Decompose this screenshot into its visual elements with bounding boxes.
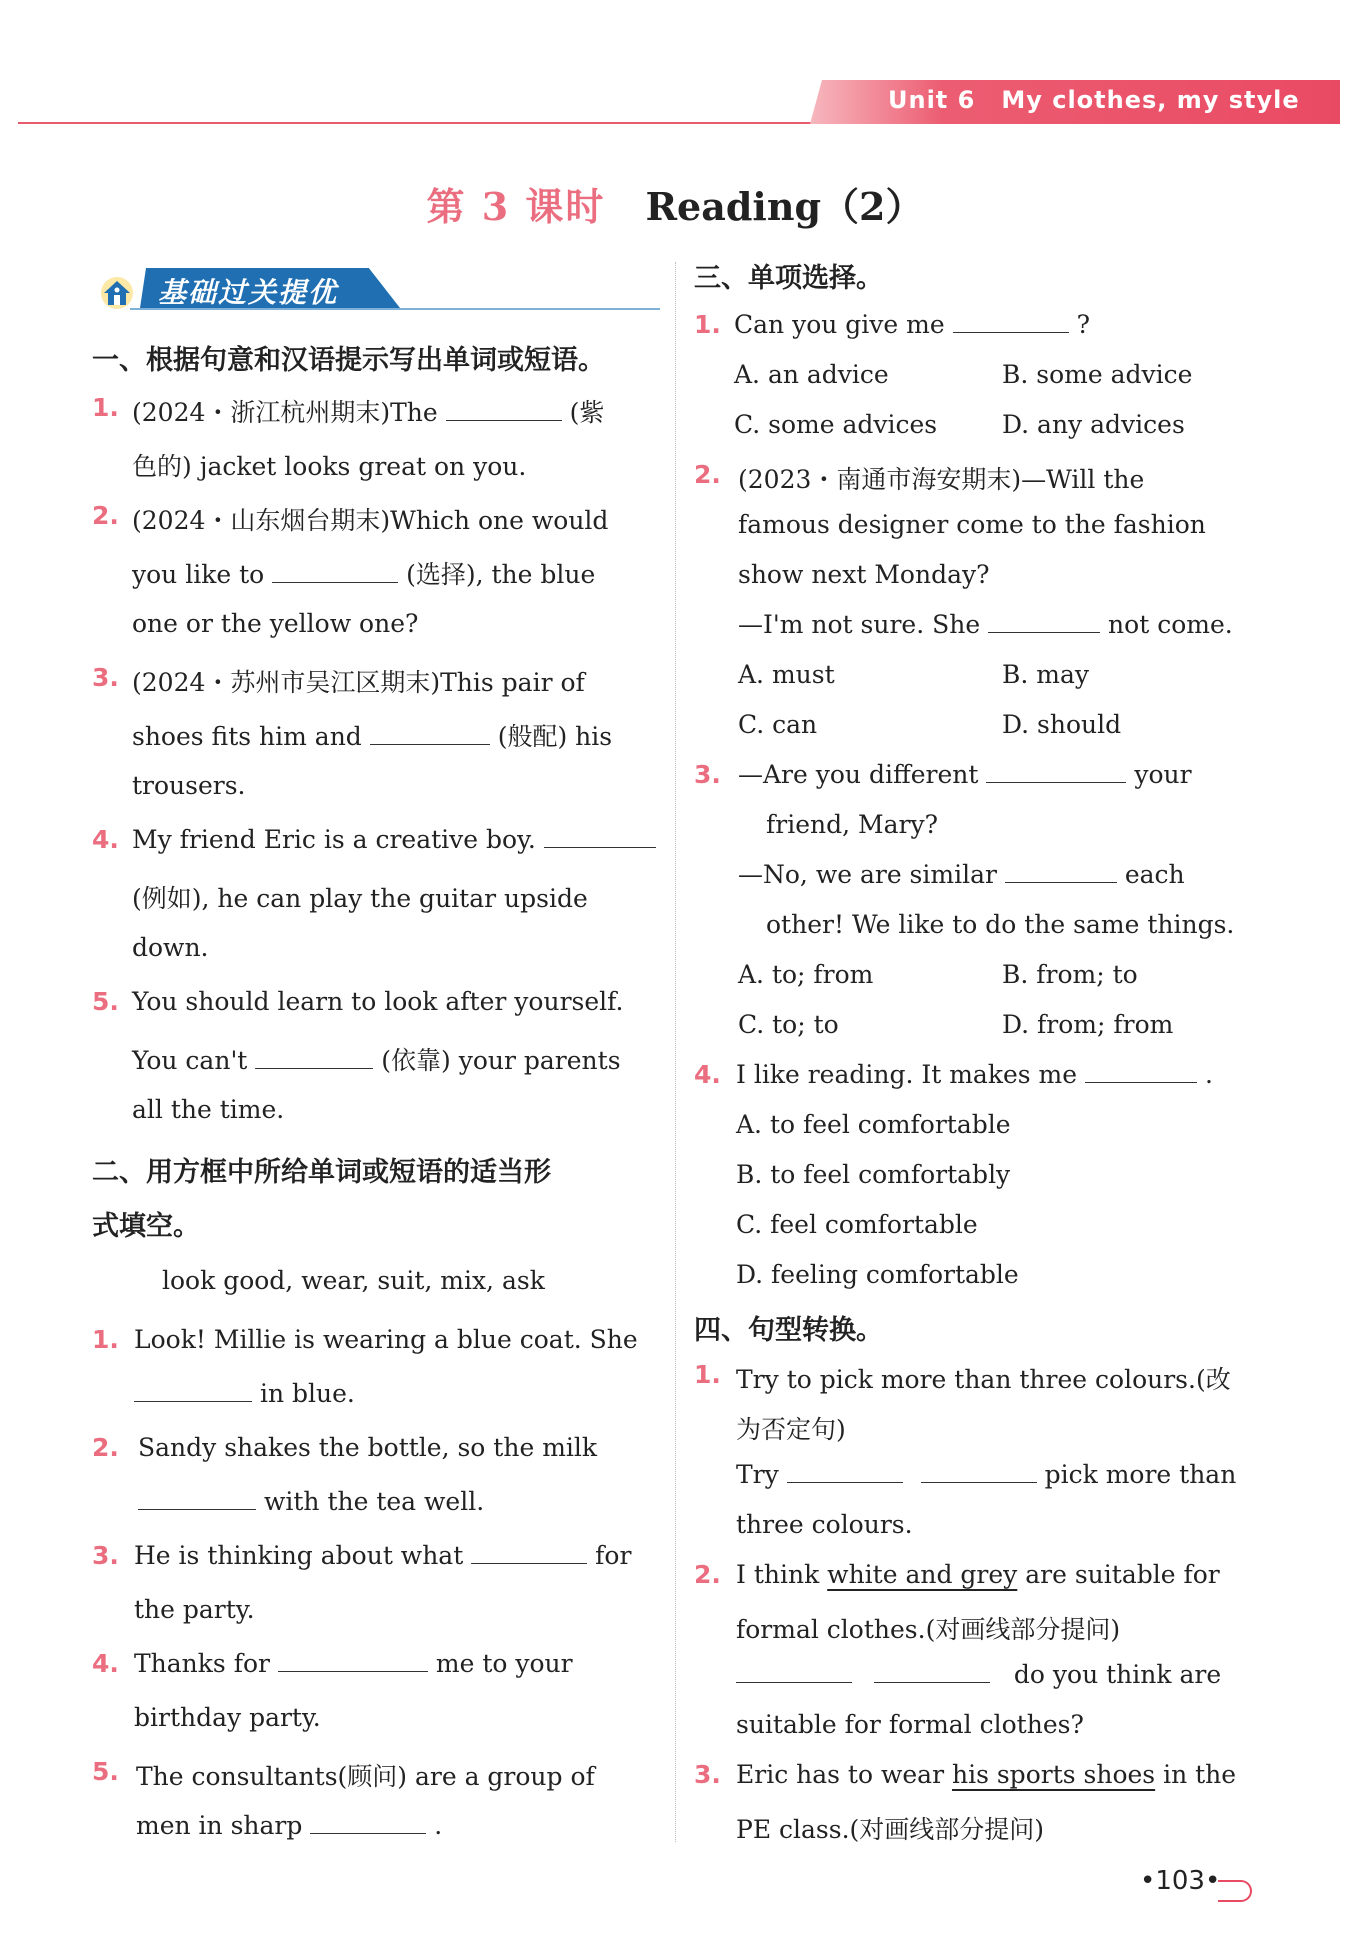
house-icon — [100, 276, 134, 310]
text-run: in the — [1163, 1760, 1237, 1789]
text-run: with the tea well. — [263, 1487, 485, 1516]
question-text: the party. — [134, 1595, 255, 1624]
question-text: three colours. — [736, 1510, 913, 1539]
question-text: trousers. — [132, 771, 246, 800]
text-run: Can you give me — [734, 310, 945, 339]
section-banner — [100, 266, 660, 314]
text-run: do you think are — [1013, 1660, 1222, 1689]
text-run: (紫 — [569, 398, 605, 427]
question-text — [738, 610, 1233, 639]
question-text — [138, 1487, 484, 1516]
unit-header — [888, 86, 1326, 114]
text-run: are suitable for — [1025, 1560, 1220, 1589]
question-text — [736, 1560, 1220, 1589]
answer-blank[interactable] — [953, 331, 1069, 333]
question-text — [736, 1460, 1236, 1489]
text-run: Try — [736, 1460, 779, 1489]
option-d[interactable]: D. feeling comfortable — [736, 1260, 1019, 1289]
unit-label: Unit 6 — [888, 86, 976, 114]
text-run: I think — [736, 1560, 820, 1589]
option-d[interactable]: D. any advices — [1002, 410, 1185, 439]
question-text: (2024・山东烟台期末)Which one would — [132, 506, 609, 535]
question-text: The consultants(顾问) are a group of — [136, 1762, 595, 1791]
text-run: —No, we are similar — [738, 860, 997, 889]
option-b[interactable]: B. to feel comfortably — [736, 1160, 1011, 1189]
question-number: 1. — [694, 1360, 721, 1389]
banner-label: 基础过关提优 — [158, 276, 339, 309]
question-text: 为否定句) — [736, 1415, 846, 1444]
answer-blank[interactable] — [736, 1681, 852, 1683]
answer-blank[interactable] — [370, 743, 490, 745]
question-text — [132, 717, 612, 753]
text-run: —Are you different — [738, 760, 979, 789]
question-text: (2024・苏州市吴江区期末)This pair of — [132, 668, 585, 697]
answer-blank[interactable] — [988, 631, 1100, 633]
question-text: (2023・南通市海安期末)—Will the — [738, 465, 1145, 494]
text-run: men in sharp — [136, 1811, 303, 1840]
question-text: suitable for formal clothes? — [736, 1710, 1084, 1739]
question-text — [132, 1041, 621, 1077]
text-run: . — [1204, 1060, 1213, 1089]
question-text: show next Monday? — [738, 560, 990, 589]
question-number: 1. — [92, 393, 119, 422]
option-c[interactable]: C. feel comfortable — [736, 1210, 978, 1239]
text-run: shoes fits him and — [132, 722, 362, 751]
page-number: •103• — [1140, 1866, 1221, 1896]
question-text — [738, 860, 1185, 889]
question-number: 2. — [694, 1560, 721, 1589]
question-number: 2. — [92, 501, 119, 530]
question-text — [736, 1660, 1221, 1689]
question-text — [734, 310, 1090, 339]
answer-blank[interactable] — [1005, 881, 1117, 883]
question-text — [132, 555, 595, 591]
text-run: (选择), the blue — [406, 560, 596, 589]
text-run: ? — [1076, 310, 1090, 339]
option-a[interactable]: A. must — [738, 660, 835, 689]
option-a[interactable]: A. to feel comfortable — [736, 1110, 1011, 1139]
answer-blank[interactable] — [138, 1508, 256, 1510]
question-number: 3. — [694, 760, 721, 789]
text-run: each — [1124, 860, 1185, 889]
underlined-phrase: white and grey — [827, 1560, 1018, 1589]
question-number: 3. — [694, 1760, 721, 1789]
question-number: 4. — [694, 1060, 721, 1089]
answer-blank[interactable] — [874, 1681, 990, 1683]
option-b[interactable]: B. some advice — [1002, 360, 1193, 389]
question-text — [134, 1379, 355, 1408]
question-text — [136, 1811, 442, 1840]
question-text — [132, 825, 656, 854]
lesson-number: 第 3 课时 — [426, 184, 606, 229]
page-number-decoration — [1218, 1880, 1252, 1902]
question-number: 1. — [694, 310, 721, 339]
text-run: Thanks for — [134, 1649, 270, 1678]
answer-blank[interactable] — [272, 581, 398, 583]
question-text: friend, Mary? — [766, 810, 938, 839]
answer-blank[interactable] — [471, 1562, 587, 1564]
text-run: your — [1134, 760, 1192, 789]
text-run: You can't — [132, 1046, 248, 1075]
question-text: formal clothes.(对画线部分提问) — [736, 1615, 1121, 1644]
section-4-heading: 四、句型转换。 — [694, 1315, 883, 1346]
text-run: (依靠) your parents — [381, 1046, 621, 1075]
option-a[interactable]: A. an advice — [734, 360, 889, 389]
page-title — [0, 176, 1350, 231]
underlined-phrase: his sports shoes — [951, 1760, 1156, 1789]
section-3-heading: 三、单项选择。 — [694, 263, 883, 294]
option-b[interactable]: B. from; to — [1002, 960, 1138, 989]
question-number: 2. — [694, 460, 721, 489]
text-run: you like to — [132, 560, 265, 589]
question-text — [134, 1541, 631, 1570]
question-text: one or the yellow one? — [132, 609, 419, 638]
question-number: 3. — [92, 1541, 119, 1570]
question-number: 3. — [92, 663, 119, 692]
text-run: My friend Eric is a creative boy. — [132, 825, 536, 854]
text-run: —I'm not sure. She — [738, 610, 981, 639]
answer-blank[interactable] — [544, 846, 656, 848]
lesson-name: Reading（2） — [645, 184, 924, 229]
question-text — [132, 393, 604, 429]
question-number: 2. — [92, 1433, 119, 1462]
option-d[interactable]: D. from; from — [1002, 1010, 1174, 1039]
question-text: birthday party. — [134, 1703, 321, 1732]
question-number: 5. — [92, 1757, 119, 1786]
answer-blank[interactable] — [310, 1832, 426, 1834]
text-run: . — [434, 1811, 443, 1840]
question-text — [738, 760, 1192, 789]
question-text — [736, 1760, 1236, 1789]
text-run: (般配) his — [497, 722, 613, 751]
question-text: (例如), he can play the guitar upside — [132, 884, 588, 913]
question-text: 色的) jacket looks great on you. — [132, 452, 527, 481]
text-run: not come. — [1108, 610, 1233, 639]
option-c[interactable]: C. to; to — [738, 1010, 839, 1039]
question-text: Try to pick more than three colours.(改 — [736, 1365, 1231, 1394]
option-c[interactable]: C. can — [738, 710, 818, 739]
answer-blank[interactable] — [921, 1481, 1037, 1483]
question-text: down. — [132, 933, 209, 962]
word-box: look good, wear, suit, mix, ask — [162, 1266, 545, 1295]
text-run: in blue. — [259, 1379, 355, 1408]
text-run: for — [595, 1541, 632, 1570]
option-c[interactable]: C. some advices — [734, 410, 938, 439]
answer-blank[interactable] — [278, 1670, 428, 1672]
question-text: PE class.(对画线部分提问) — [736, 1815, 1045, 1844]
text-run: me to your — [435, 1649, 573, 1678]
answer-blank[interactable] — [446, 419, 562, 421]
question-number: 4. — [92, 825, 119, 854]
question-text: Look! Millie is wearing a blue coat. She — [134, 1325, 638, 1354]
question-text: other! We like to do the same things. — [766, 910, 1235, 939]
question-text: all the time. — [132, 1095, 285, 1124]
option-b[interactable]: B. may — [1002, 660, 1089, 689]
text-run: (2024・浙江杭州期末)The — [132, 398, 438, 427]
text-run: I like reading. It makes me — [736, 1060, 1078, 1089]
section-1-heading: 一、根据句意和汉语提示写出单词或短语。 — [92, 345, 605, 376]
unit-topic: My clothes, my style — [1001, 86, 1300, 114]
section-2-heading-cont: 式填空。 — [92, 1211, 200, 1242]
question-text: famous designer come to the fashion — [738, 510, 1206, 539]
question-text: Sandy shakes the bottle, so the milk — [138, 1433, 598, 1462]
question-number: 4. — [92, 1649, 119, 1678]
question-number: 5. — [92, 987, 119, 1016]
column-divider — [675, 262, 676, 1842]
answer-blank[interactable] — [986, 781, 1126, 783]
question-text — [134, 1649, 573, 1678]
option-d[interactable]: D. should — [1002, 710, 1122, 739]
answer-blank[interactable] — [255, 1067, 373, 1069]
answer-blank[interactable] — [134, 1400, 252, 1402]
text-run: He is thinking about what — [134, 1541, 464, 1570]
question-number: 1. — [92, 1325, 119, 1354]
question-text — [736, 1060, 1213, 1089]
option-a[interactable]: A. to; from — [738, 960, 874, 989]
answer-blank[interactable] — [787, 1481, 903, 1483]
answer-blank[interactable] — [1085, 1081, 1197, 1083]
text-run: Eric has to wear — [736, 1760, 945, 1789]
question-text: You should learn to look after yourself. — [132, 987, 624, 1016]
text-run: pick more than — [1044, 1460, 1237, 1489]
section-2-heading: 二、用方框中所给单词或短语的适当形 — [92, 1157, 551, 1188]
